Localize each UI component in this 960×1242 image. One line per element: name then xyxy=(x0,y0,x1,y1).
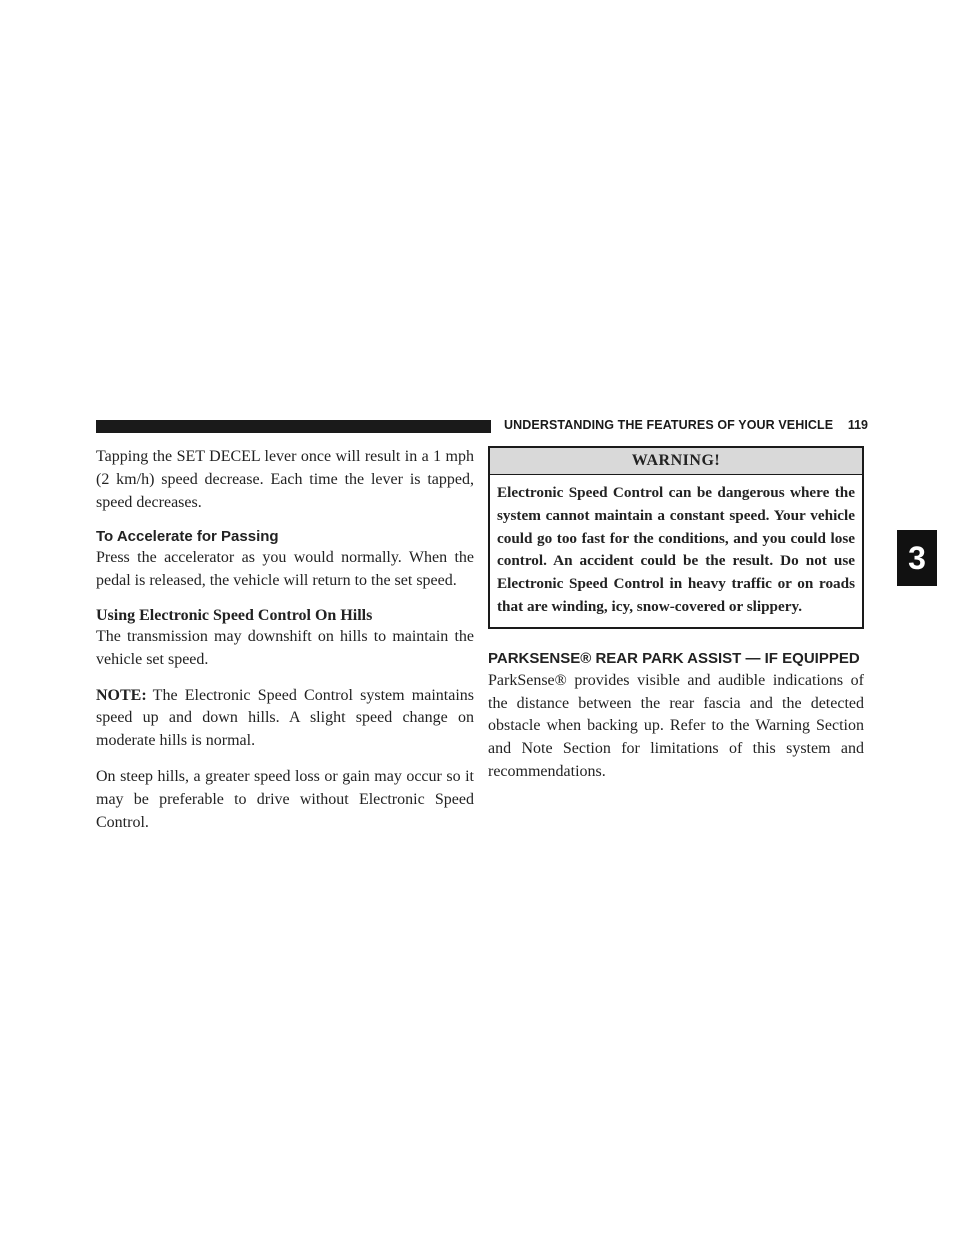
intro-paragraph: Tapping the SET DECEL lever once will result in a 1 mph (2 km/h) speed decrease. Each time the lever is tapped, speed decreases. xyxy=(96,448,474,511)
passing-heading: To Accelerate for Passing xyxy=(96,528,279,546)
parksense-paragraph: ParkSense® provides visible and audible indications of the distance between the rear fascia and the detected obstacle when backing up. Refer to the Warning Section and Note Section for limitations of this system and recommendations. xyxy=(488,671,864,780)
warning-text: Electronic Speed Control can be dangerous where the system cannot maintain a constant speed. Your vehicle could go too fast for the conditions, and you could lose control. An accident could be the result. Do not use Electronic Speed Control in heavy traffic or on roads that are winding, icy, snow-covered or slippery. xyxy=(497,484,855,615)
hills-paragraph: The transmission may downshift on hills to maintain the vehicle set speed. xyxy=(96,627,474,668)
header-rule xyxy=(96,420,491,433)
page-number: 119 xyxy=(847,418,868,432)
note-text: The Electronic Speed Control system maintains speed up and down hills. A slight speed change on moderate hills is normal. xyxy=(96,686,474,750)
left-column xyxy=(96,446,474,847)
note-paragraph xyxy=(96,685,474,753)
right-column xyxy=(488,446,864,797)
hills-heading: Using Electronic Speed Control On Hills xyxy=(96,606,373,624)
passing-paragraph: Press the accelerator as you would normally. When the pedal is released, the vehicle will return to the set speed. xyxy=(96,549,474,590)
chapter-tab: 3 xyxy=(897,530,937,586)
running-header-title: UNDERSTANDING THE FEATURES OF YOUR VEHICLE xyxy=(504,418,834,432)
warning-title: WARNING! xyxy=(490,448,862,475)
warning-box xyxy=(488,446,864,629)
parksense-heading: PARKSENSE® REAR PARK ASSIST — IF EQUIPPED xyxy=(488,649,860,667)
steep-hills-paragraph: On steep hills, a greater speed loss or gain may occur so it may be preferable to drive without Electronic Speed Control. xyxy=(96,767,474,831)
note-label: NOTE: xyxy=(96,686,147,704)
